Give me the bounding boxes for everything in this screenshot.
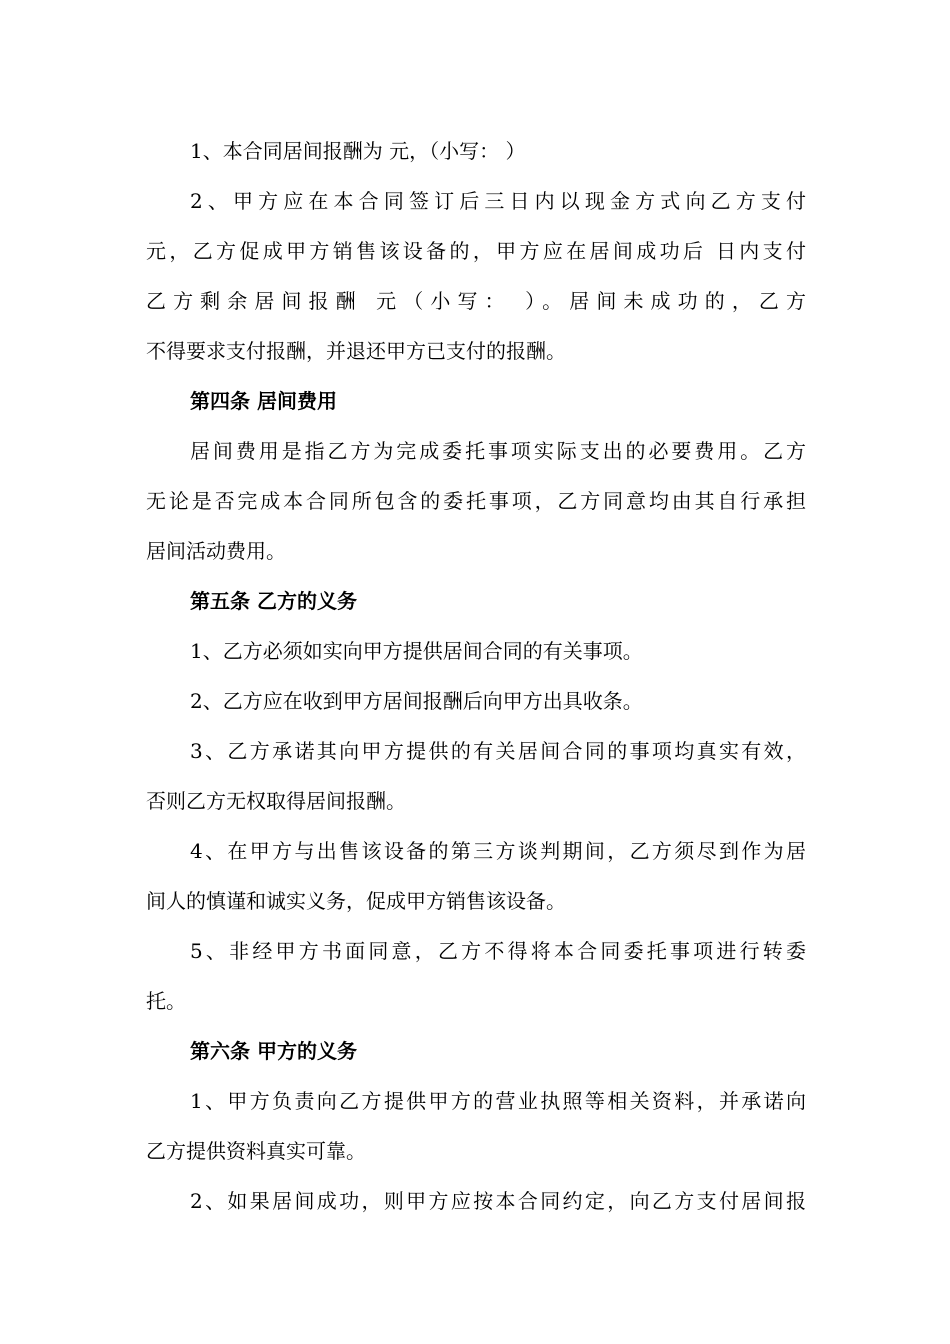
paragraph-line: 元，乙方促成甲方销售该设备的，甲方应在居间成功后 日内支付 (146, 239, 806, 263)
paragraph-line: 居间费用是指乙方为完成委托事项实际支出的必要费用。乙方 (190, 439, 806, 463)
section-heading: 第五条 乙方的义务 (190, 589, 357, 613)
paragraph-line: 托。 (146, 989, 186, 1013)
paragraph-line: 乙方提供资料真实可靠。 (146, 1139, 366, 1163)
paragraph-line: 否则乙方无权取得居间报酬。 (146, 789, 406, 813)
section-heading: 第四条 居间费用 (190, 389, 337, 413)
paragraph-line: 1、乙方必须如实向甲方提供居间合同的有关事项。 (190, 639, 643, 663)
paragraph-line: 居间活动费用。 (146, 539, 286, 563)
paragraph-line: 间人的慎谨和诚实义务，促成甲方销售该设备。 (146, 889, 566, 913)
paragraph-line: 2、乙方应在收到甲方居间报酬后向甲方出具收条。 (190, 689, 643, 713)
paragraph-line: 1、本合同居间报酬为 元，（小写： ） (190, 139, 526, 163)
paragraph-line: 不得要求支付报酬，并退还甲方已支付的报酬。 (146, 339, 566, 363)
paragraph-line: 5、非经甲方书面同意，乙方不得将本合同委托事项进行转委 (190, 939, 806, 963)
paragraph-line: 1、甲方负责向乙方提供甲方的营业执照等相关资料，并承诺向 (190, 1089, 806, 1113)
document-page (146, 126, 806, 1226)
paragraph-line: 4、在甲方与出售该设备的第三方谈判期间，乙方须尽到作为居 (190, 839, 806, 863)
paragraph-line: 3、乙方承诺其向甲方提供的有关居间合同的事项均真实有效， (190, 739, 806, 763)
paragraph-line: 无论是否完成本合同所包含的委托事项，乙方同意均由其自行承担 (146, 489, 806, 513)
paragraph-line: 2、甲方应在本合同签订后三日内以现金方式向乙方支付 (190, 189, 806, 213)
paragraph-line: 乙方剩余居间报酬 元（小写： ）。居间未成功的，乙方 (146, 289, 806, 313)
paragraph-line: 2、如果居间成功，则甲方应按本合同约定，向乙方支付居间报 (190, 1189, 806, 1213)
section-heading: 第六条 甲方的义务 (190, 1039, 357, 1063)
